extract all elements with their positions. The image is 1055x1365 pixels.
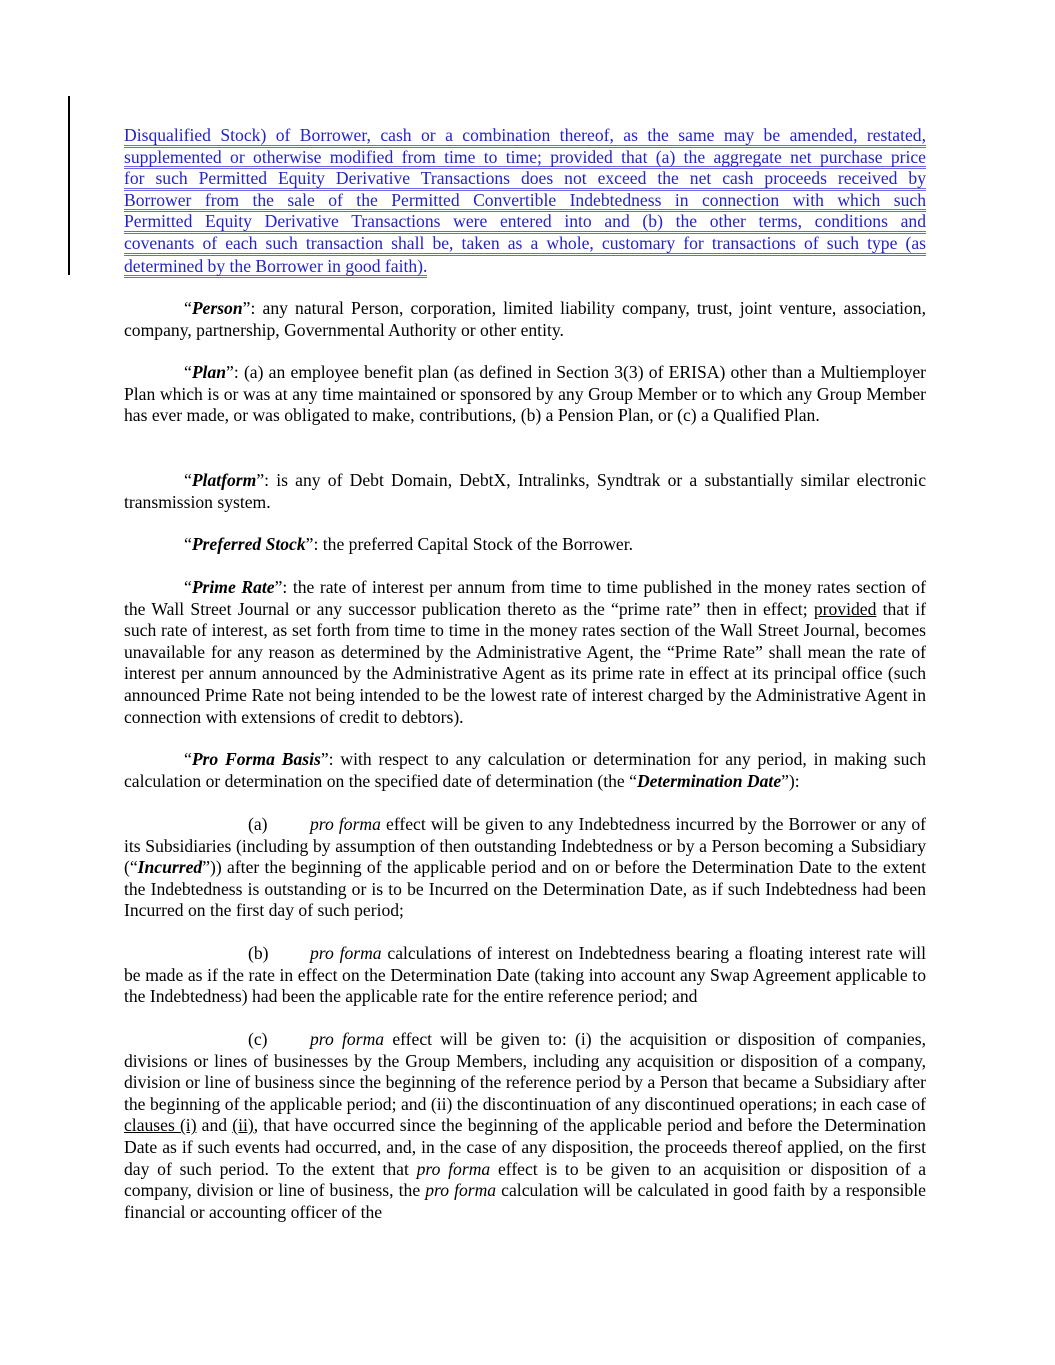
definition-platform: “Platform”: is any of Debt Domain, DebtX, Intralinks, Syndtrak or a substantially similar electronic transmission system.: [124, 470, 926, 512]
definition-plan: “Plan”: (a) an employee benefit plan (as defined in Section 3(3) of ERISA) other than a Multiemployer Plan which is or was at any time maintained or sponsored by any Group Member or to which any Group Member has ever made, or was obligated to make, contributions, (b) a Pension Plan, or (c) a Qualified Plan.: [124, 362, 926, 426]
italic-pro-forma: pro forma: [310, 1029, 385, 1049]
clause-text: effect is to be given to an acquisition or disposition of a company, division or line of business, the: [124, 1158, 926, 1201]
clause-a: [124, 814, 926, 922]
clause-text: calculation will be calculated in good faith by a responsible financial or accounting officer of the: [124, 1180, 926, 1222]
italic-pro-forma: pro forma: [310, 814, 381, 834]
clause-label: (c): [248, 1029, 268, 1049]
italic-pro-forma: pro forma: [416, 1158, 491, 1179]
defined-term: Determination Date: [636, 770, 782, 791]
revision-change-bar: [68, 96, 70, 275]
clause-label: (b): [248, 943, 269, 963]
clause-label: (a): [248, 814, 268, 834]
inserted-line: Borrower from the sale of the Permitted Convertible Indebtedness in connection with which such: [124, 191, 926, 213]
clause-text: , that have occurred since the beginning of the applicable period and before the Determination Date as if such events had occurred, and, in the case of any disposition, the proceeds thereof applied, on the first day of such period. To the extent that: [124, 1115, 927, 1179]
definition-text: : with respect to any calculation or determination for any period, in making such calculation or determination on the specified date of determination (the “: [124, 749, 926, 791]
closing-punctuation: ”):: [781, 770, 800, 791]
cross-reference-clause-ii: (ii): [232, 1115, 254, 1136]
defined-term: Pro Forma Basis: [191, 749, 321, 769]
clause-b: [124, 943, 926, 1008]
definition-prime-rate: “Prime Rate”: the rate of interest per annum from time to time published in the money rates section of the Wall Street Journal or any successor publication thereto as the “prime rate” then in effect; provided that if such rate of interest, as set forth from time to time in the money rates section of the Wall Street Journal, becomes unavailable for any reason as determined by the Administrative Agent, the “Prime Rate” shall mean the rate of interest per annum announced by the Administrative Agent as its prime rate in effect at its principal office (such announced Prime Rate not being intended to be the lowest rate of interest charged by the Administrative Agent in connection with extensions of credit to debtors).: [124, 577, 926, 727]
definition-pro-forma-basis: “Pro Forma Basis”: with respect to any calculation or determination for any period, in making such calculation or determination on the specified date of determination (the “Determination Date”):: [124, 749, 926, 791]
definition-person: “Person”: any natural Person, corporation, limited liability company, trust, joint venture, association, company, partnership, Governmental Authority or other entity.: [124, 298, 926, 340]
clause-text: ”)) after the beginning of the applicable period and on or before the Determination Date to the extent the Indebtedness is outstanding or is to be Incurred on the Determination Date, as if such Indebtedness had been Incurred on the first day of such period;: [124, 857, 926, 921]
definition-preferred-stock: “Preferred Stock”: the preferred Capital Stock of the Borrower.: [184, 534, 633, 554]
definition-text: that if such rate of interest, as set forth from time to time in the money rates section of the Wall Street Journal, becomes unavailable for any reason as determined by the Administrative Agent, the “Prime Rate” shall mean the rate of interest per annum announced by the Administrative Agent as its prime rate in effect at its principal office (such announced Prime Rate not being intended to be the lowest rate of interest charged by the Administrative Agent in connection with extensions of credit to debtors).: [124, 598, 926, 727]
inserted-line: for such Permitted Equity Derivative Transactions does not exceed the net cash proceeds received by: [124, 169, 926, 191]
definition-text: : is any of Debt Domain, DebtX, Intralinks, Syndtrak or a substantially similar electronic transmission system.: [124, 470, 926, 512]
inserted-line: covenants of each such transaction shall be, taken as a whole, customary for transactions of such type (as: [124, 234, 926, 256]
defined-term: Plan: [191, 362, 227, 382]
inserted-line: supplemented or otherwise modified from time to time; provided that (a) the aggregate net purchase price: [124, 148, 926, 170]
italic-pro-forma: pro forma: [425, 1180, 497, 1201]
inserted-text-block: [124, 126, 926, 278]
cross-reference-clause-i: clauses (i): [124, 1115, 197, 1136]
definition-text: : the rate of interest per annum from time to time published in the money rates section of the Wall Street Journal or any successor publication thereto as the “prime rate” then in effect;: [124, 577, 926, 619]
clause-text: calculations of interest on Indebtedness bearing a floating interest rate will be made as if the rate in effect on the Determination Date (taking into account any Swap Agreement applicable to the Indebtedness) had been the applicable rate for the entire reference period; and: [124, 943, 926, 1007]
definition-text: : the preferred Capital Stock of the Borrower.: [313, 534, 633, 554]
inserted-line: Disqualified Stock) of Borrower, cash or a combination thereof, as the same may be amended, restated,: [124, 126, 926, 148]
defined-term: Person: [191, 298, 243, 318]
clause-c: [124, 1029, 926, 1223]
italic-pro-forma: pro forma: [310, 943, 382, 963]
inserted-line: Permitted Equity Derivative Transactions were entered into and (b) the other terms, conditions and: [124, 212, 926, 234]
defined-term: Platform: [191, 470, 257, 490]
provided-underlined: provided: [813, 598, 877, 619]
definition-text: : any natural Person, corporation, limited liability company, trust, joint venture, association, company, partnership, Governmental Authority or other entity.: [124, 298, 926, 340]
defined-term: Prime Rate: [191, 577, 275, 597]
definition-text: : (a) an employee benefit plan (as defined in Section 3(3) of ERISA) other than a Multiemployer Plan which is or was at any time maintained or sponsored by any Group Member or to which any Group Member has ever made, or was obligated to make, contributions, (b) a Pension Plan, or (c) a Qualified Plan.: [124, 362, 926, 426]
clause-text: effect will be given to any Indebtedness incurred by the Borrower or any of its Subsidiaries (including by assumption of then outstanding Indebtedness or by a Person becoming a Subsidiary (“: [124, 814, 926, 878]
inserted-line: determined by the Borrower in good faith).: [124, 257, 427, 279]
clause-text: and: [196, 1115, 233, 1136]
defined-term: Incurred: [137, 857, 203, 878]
clause-text: effect will be given to: (i) the acquisition or disposition of companies, divisions or lines of businesses by the Group Members, including any acquisition or disposition of a company, division or line of business since the beginning of the reference period by a Person that became a Subsidiary after the beginning of the applicable period; and (ii) the discontinuation of any discontinued operations; in each case of: [124, 1029, 926, 1114]
defined-term: Preferred Stock: [191, 534, 306, 554]
